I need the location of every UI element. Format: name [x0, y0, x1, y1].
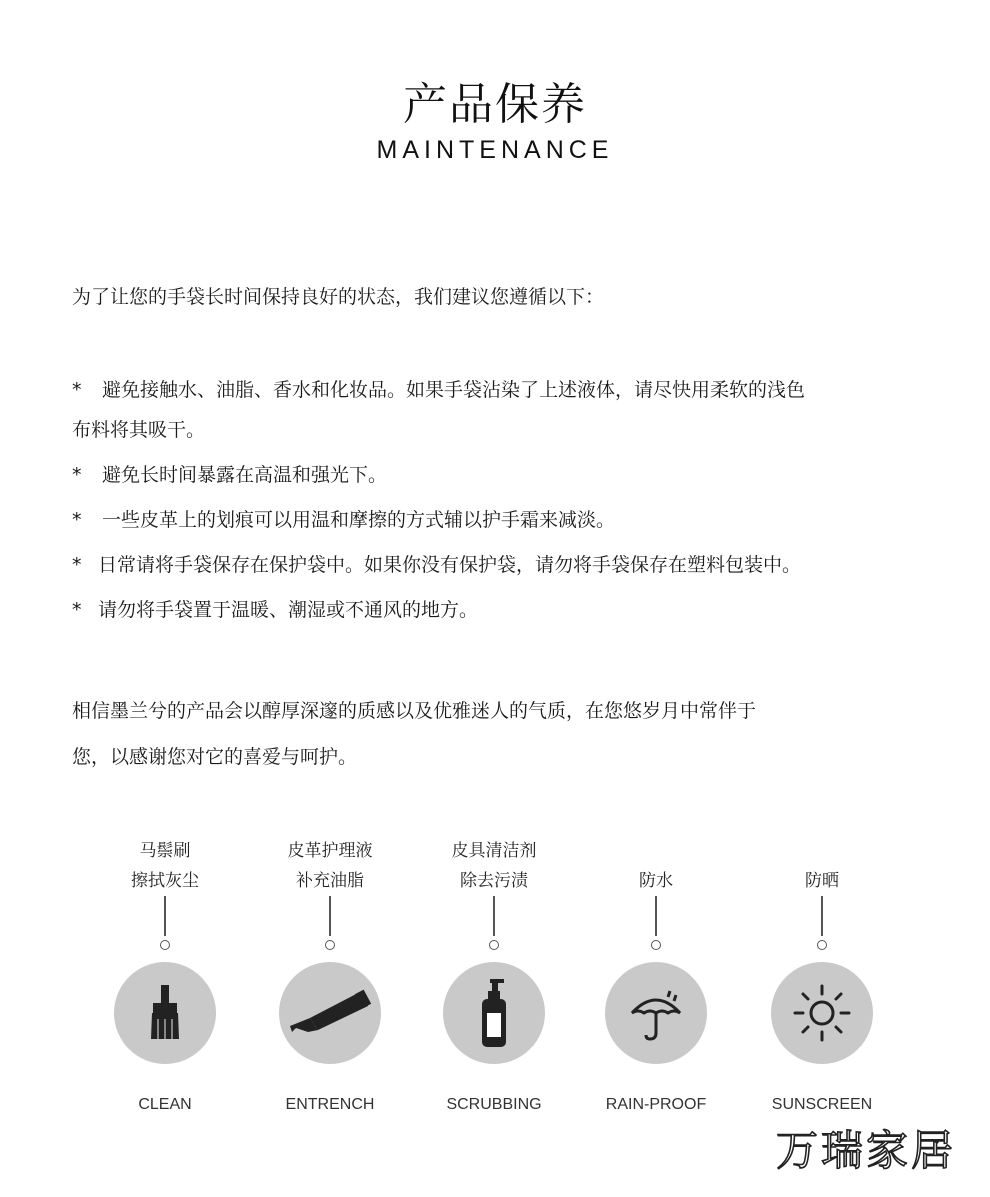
list-item: [72, 590, 932, 630]
care-label-line-1: 皮革护理液: [287, 841, 373, 861]
care-label-line-1: 马鬃刷: [139, 841, 191, 861]
care-label: [742, 836, 902, 896]
care-label-line-2: 擦拭灰尘: [131, 871, 199, 891]
icon-circle: [443, 962, 545, 1064]
bullet-text-continued: 布料将其吸干。: [72, 419, 206, 441]
bullet-star: *: [72, 379, 82, 401]
bullet-text: 避免长时间暴露在高温和强光下。: [102, 464, 388, 486]
closing-line-1: 相信墨兰兮的产品会以醇厚深邃的质感以及优雅迷人的气质，在您悠岁月中常伴于: [72, 700, 757, 722]
list-item: [72, 500, 932, 540]
connector-dot: [817, 940, 827, 950]
care-label: [85, 836, 245, 896]
connector-dot: [651, 940, 661, 950]
connector-dot: [489, 940, 499, 950]
icon-circle: [279, 962, 381, 1064]
closing-text: [72, 688, 912, 780]
list-item: [72, 545, 932, 585]
care-en-label: SUNSCREEN: [771, 1096, 873, 1113]
care-item-rain-proof: [576, 836, 736, 1114]
care-label-line-2: 补充油脂: [296, 871, 364, 891]
care-label-line-1: 皮具清洁剂: [451, 841, 537, 861]
care-label: [414, 836, 574, 896]
page-title: 产品保养: [403, 79, 587, 130]
bullet-text: 避免接触水、油脂、香水和化妆品。如果手袋沾染了上述液体，请尽快用柔软的浅色: [102, 379, 806, 401]
watermark: 万瑞家居: [776, 1126, 957, 1175]
care-en-label: CLEAN: [138, 1096, 192, 1113]
bullet-star: *: [72, 464, 82, 486]
connector-line: [655, 896, 657, 936]
care-label: [250, 836, 410, 896]
sun-icon: [791, 982, 853, 1044]
care-en-label: ENTRENCH: [285, 1096, 375, 1113]
bottle-icon: [474, 977, 514, 1049]
connector-line: [329, 896, 331, 936]
connector-dot: [325, 940, 335, 950]
icon-circle: [771, 962, 873, 1064]
care-item-sunscreen: [742, 836, 902, 1114]
care-label-line-2: 防晒: [805, 871, 839, 891]
list-item: [72, 370, 932, 450]
connector-line: [821, 896, 823, 936]
care-item-clean: [85, 836, 245, 1114]
care-en-label: SCRUBBING: [446, 1096, 542, 1113]
bullet-text: 日常请将手袋保存在保护袋中。如果你没有保护袋，请勿将手袋保存在塑料包装中。: [98, 554, 802, 576]
connector-dot: [160, 940, 170, 950]
icon-circle: [605, 962, 707, 1064]
icon-circle: [114, 962, 216, 1064]
care-label-line-2: 除去污渍: [460, 871, 528, 891]
bullet-star: *: [72, 509, 82, 531]
intro-text: 为了让您的手袋长时间保持良好的状态，我们建议您遵循以下：: [72, 286, 605, 308]
connector-line: [164, 896, 166, 936]
list-item: [72, 455, 932, 495]
care-label-line-2: 防水: [639, 871, 673, 891]
care-item-entrench: [250, 836, 410, 1114]
bullet-text: 一些皮革上的划痕可以用温和摩擦的方式辅以护手霜来减淡。: [102, 509, 616, 531]
brush-icon: [140, 983, 190, 1043]
bullet-star: *: [72, 554, 82, 576]
bullet-text: 请勿将手袋置于温暖、潮湿或不通风的地方。: [98, 599, 479, 621]
connector-line: [493, 896, 495, 936]
care-tips-list: [72, 370, 932, 635]
page-subtitle: MAINTENANCE: [376, 136, 614, 164]
care-en-label: RAIN-PROOF: [605, 1096, 707, 1113]
tube-icon: [288, 988, 372, 1038]
care-label: [576, 836, 736, 896]
bullet-star: *: [72, 599, 82, 621]
closing-line-2: 您，以感谢您对它的喜爱与呵护。: [72, 746, 358, 768]
care-item-scrubbing: [414, 836, 574, 1114]
umbrella-icon: [626, 983, 686, 1043]
